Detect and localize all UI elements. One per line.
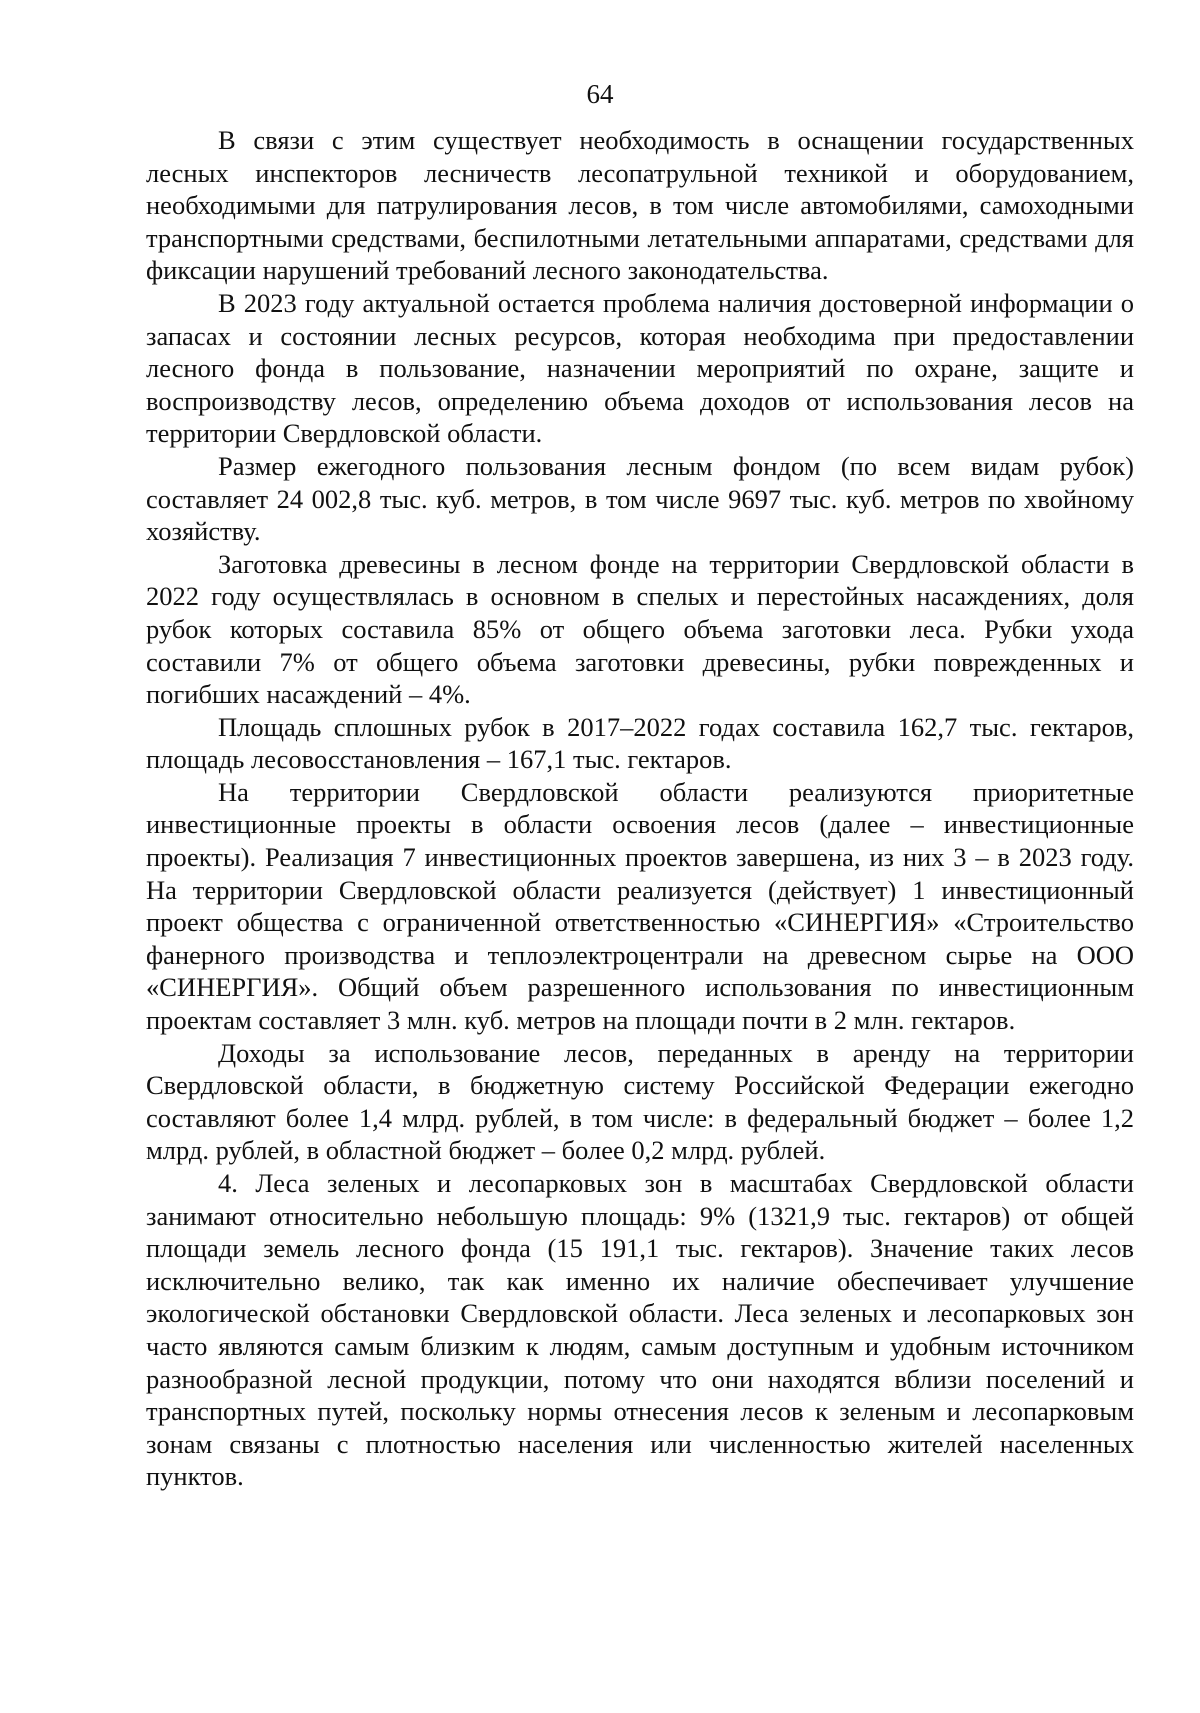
paragraph-investment-projects: На территории Свердловской области реализуются приоритетные инвестиционные проекты в области освоения лесов (далее – инвестиционные проекты). Реализация 7 инвестиционных проектов завершена, из них 3 – в 2023 году. На территории Свердловской области реализуется (действует) 1 инвестиционный проект общества с ограниченной ответственностью «СИНЕРГИЯ» «Строительство фанерного производства и теплоэлектроцентрали на древесном сырье на ООО «СИНЕРГИЯ». Общий объем разрешенного использования по инвестиционным проектам составляет 3 млн. куб. метров на площади почти в 2 млн. гектаров. <box>146 776 1134 1036</box>
paragraph-green-zones: 4. Леса зеленых и лесопарковых зон в масштабах Свердловской области занимают относительно небольшую площадь: 9% (1321,9 тыс. гектаров) от общей площади земель лесного фонда (15 191,1 тыс. гектаров). Значение таких лесов исключительно велико, так как именно их наличие обеспечивает улучшение экологической обстановки Свердловской области. Леса зеленых и лесопарковых зон часто являются самым близким к людям, самым доступным и удобным источником разнообразной лесной продукции, потому что они находятся вблизи поселений и транспортных путей, поскольку нормы отнесения лесов к зеленым и лесопарковым зонам связаны с плотностью населения или численностью жителей населенных пунктов. <box>146 1168 1134 1492</box>
paragraph-timber-harvest: Заготовка древесины в лесном фонде на территории Свердловской области в 2022 году осуществлялась в основном в спелых и перестойных насаждениях, доля рубок которых составила 85% от общего объема заготовки леса. Рубки ухода составили 7% от общего объема заготовки древесины, рубки поврежденных и погибших насаждений – 4%. <box>146 548 1134 710</box>
paragraph-equipment-need: В связи с этим существует необходимость в оснащении государственных лесных инспекторов лесничеств лесопатрульной техникой и оборудованием, необходимыми для патрулирования лесов, в том числе автомобилями, самоходными транспортными средствами, беспилотными летательными аппаратами, средствами для фиксации нарушений требований лесного законодательства. <box>146 125 1134 286</box>
page-number: 64 <box>586 79 614 109</box>
paragraph-forest-info: В 2023 году актуальной остается проблема наличия достоверной информации о запасах и состоянии лесных ресурсов, которая необходима при предоставлении лесного фонда в пользование, назначении мероприятий по охране, защите и воспроизводству лесов, определению объема доходов от использования лесов на территории Свердловской области. <box>146 287 1134 449</box>
paragraph-annual-use: Размер ежегодного пользования лесным фондом (по всем видам рубок) составляет 24 002,8 тыс. куб. метров, в том числе 9697 тыс. куб. метров по хвойному хозяйству. <box>146 450 1134 547</box>
paragraph-revenue: Доходы за использование лесов, переданных в аренду на территории Свердловской области, в бюджетную систему Российской Федерации ежегодно составляют более 1,4 млрд. рублей, в том числе: в федеральный бюджет – более 1,2 млрд. рублей, в областной бюджет – более 0,2 млрд. рублей. <box>146 1037 1134 1166</box>
body-text <box>146 124 1134 1493</box>
paragraph-clear-cutting: Площадь сплошных рубок в 2017–2022 годах составила 162,7 тыс. гектаров, площадь лесовосстановления – 167,1 тыс. гектаров. <box>146 711 1134 775</box>
